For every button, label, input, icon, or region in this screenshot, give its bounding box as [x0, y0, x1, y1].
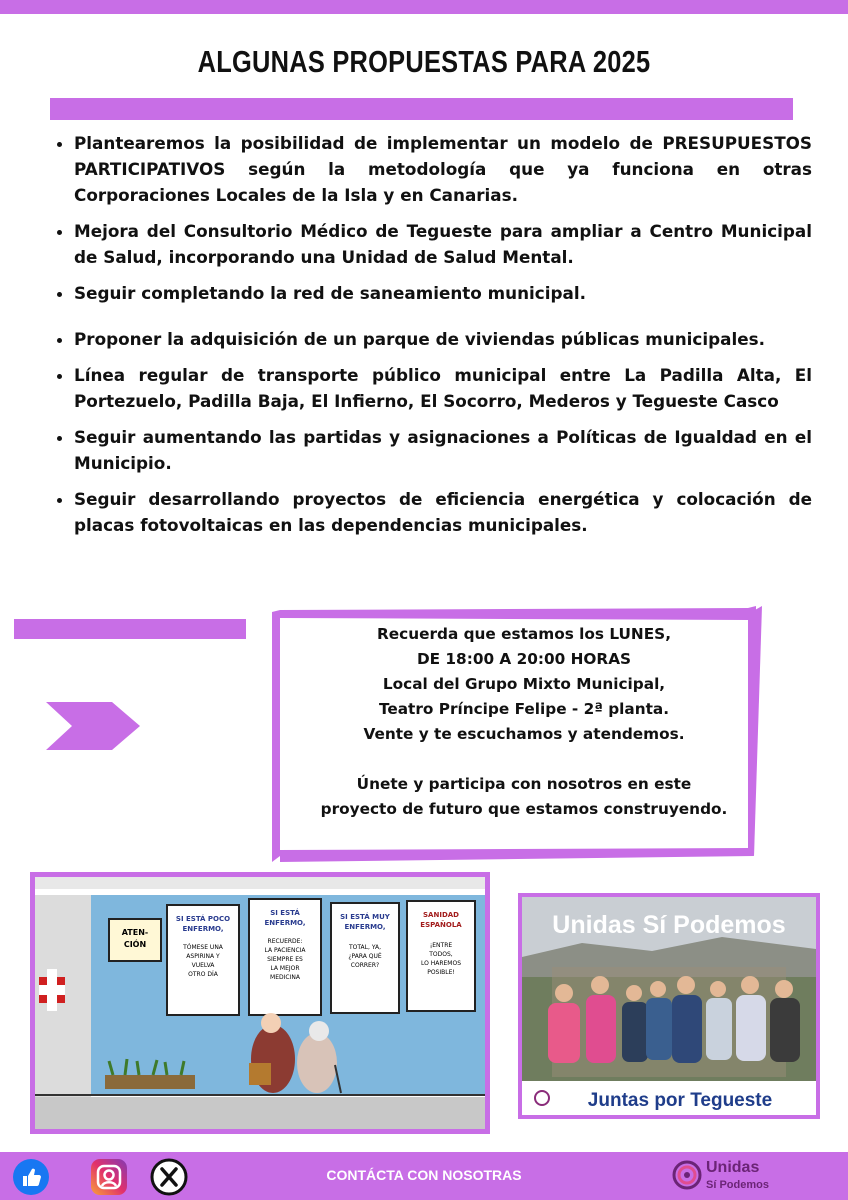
campaign-photo: [518, 893, 820, 1119]
info-line: Únete y participa con nosotros en este: [356, 775, 692, 793]
brand-name: Unidas: [706, 1159, 760, 1176]
brand-logo: [672, 1154, 772, 1198]
meeting-info: [282, 622, 766, 848]
comic-sign1-title: SI ESTÁ POCO ENFERMO,: [175, 915, 231, 933]
campaign-photo-drawing: [522, 897, 816, 1115]
list-item: • Línea regular de transporte público municipal entre La Padilla Alta, El Portezuelo, Padilla Baja, El Infierno, El Socorro, Mederos y Tegueste Casco: [74, 362, 812, 414]
comic-illustration: [30, 872, 490, 1134]
list-item: • Mejora del Consultorio Médico de Tegueste para ampliar a Centro Municipal de Salud, incorporando una Unidad de Salud Mental.: [74, 218, 812, 270]
chevron-arrow-icon: [46, 702, 140, 750]
comic-sign2-body: RECUERDE: LA PACIENCIA SIEMPRE ES LA MEJOR MEDICINA: [264, 938, 306, 981]
comic-sign3-title: SI ESTÁ MUY ENFERMO,: [340, 913, 390, 931]
info-line: Recuerda que estamos los LUNES,: [376, 625, 672, 643]
contact-label[interactable]: CONTÁCTA CON NOSOTRAS: [326, 1167, 522, 1183]
campaign-title: Unidas Sí Podemos: [552, 911, 786, 939]
list-item: • Plantearemos la posibilidad de implementar un modelo de PRESUPUESTOS PARTICIPATIVOS según la metodología que ya funciona en otras Corporaciones Locales de la Isla y en Canarias.: [74, 130, 812, 208]
comic-sign3-body: TOTAL, YA, ¿PARA QUÉ CORRER?: [348, 944, 382, 969]
campaign-slogan: Juntas por Tegueste: [587, 1090, 773, 1111]
comic-sign4-body: ¡ENTRE TODOS, LO HAREMOS POSIBLE!: [420, 942, 462, 976]
info-line: proyecto de futuro que estamos construyendo.: [320, 800, 728, 818]
list-item: • Proponer la adquisición de un parque de viviendas públicas municipales.: [74, 326, 812, 352]
info-line: Vente y te escuchamos y atendemos.: [363, 725, 685, 743]
info-line: Teatro Príncipe Felipe - 2ª planta.: [378, 700, 670, 718]
title-underline-bar: [50, 98, 793, 120]
list-item: • Seguir desarrollando proyectos de eficiencia energética y colocación de placas fotovoltaicas en las dependencias municipales.: [74, 486, 812, 538]
info-line: DE 18:00 A 20:00 HORAS: [416, 650, 632, 668]
list-item: • Seguir aumentando las partidas y asignaciones a Políticas de Igualdad en el Municipio.: [74, 424, 812, 476]
comic-drawing: [35, 877, 485, 1129]
comic-sign-attention-text: ATEN-CIÓN: [121, 928, 149, 949]
info-line: Local del Grupo Mixto Municipal,: [382, 675, 666, 693]
page-title: ALGUNAS PROPUESTAS PARA 2025: [197, 44, 651, 79]
comic-sign2-title: SI ESTÁ ENFERMO,: [264, 909, 306, 927]
comic-sign4-title: SANIDAD ESPAÑOLA: [420, 911, 462, 929]
brand-circles-icon: [672, 1160, 702, 1190]
list-item: • Seguir completando la red de saneamiento municipal.: [74, 280, 812, 306]
left-accent-bar: [14, 619, 246, 639]
top-accent-bar: [0, 0, 848, 14]
brand-subtitle: Sí Podemos: [706, 1179, 769, 1191]
proposal-list: [52, 130, 812, 548]
comic-sign1-body: TÓMESE UNA ASPIRINA Y VUELVA OTRO DÍA: [183, 944, 223, 978]
